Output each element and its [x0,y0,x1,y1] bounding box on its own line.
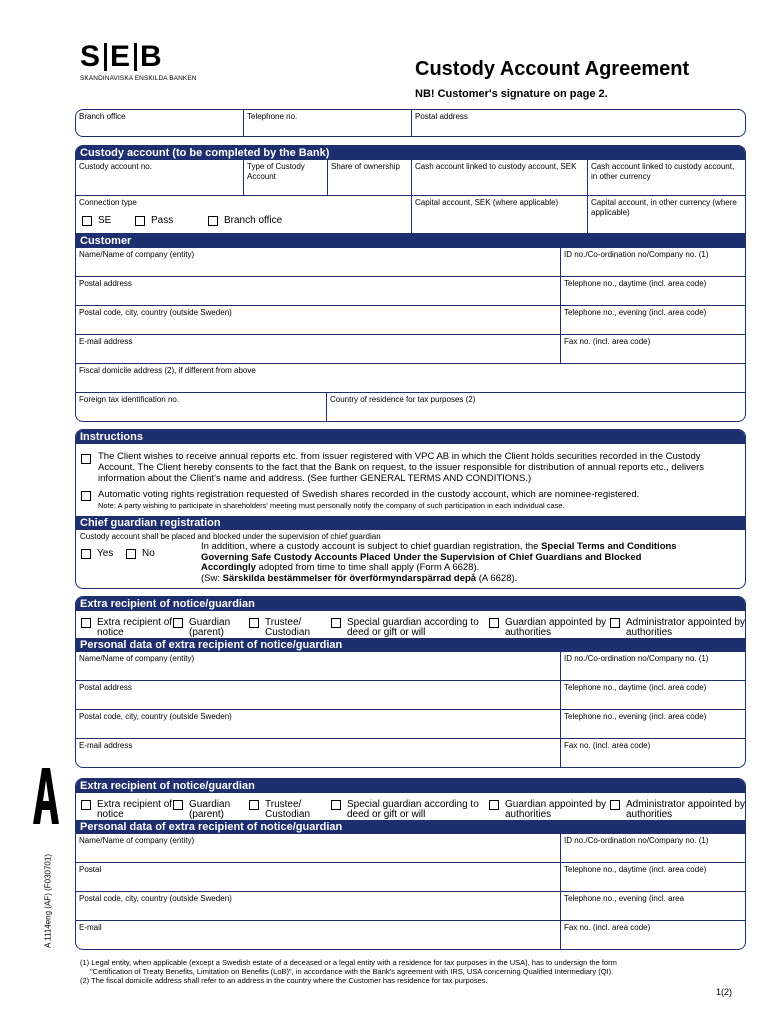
chief-guardian-no-option[interactable]: No [126,549,155,559]
seb-logo [80,42,200,82]
customer-email-field[interactable]: E-mail address [76,335,561,364]
checkbox-icon [249,800,259,810]
logo-letter-s: S [80,40,102,73]
footnote-2: (2) The fiscal domicile address shall refer to an address in the country where the Customer has residence for tax purposes. [80,976,488,985]
annual-reports-checkbox[interactable] [81,454,91,464]
footnote-1: (1) Legal entity, when applicable (except a Swedish estate of a deceased or a legal entity with a residence for tax purposes in the USA), has to undersign the form [80,958,617,967]
extra1-tel-eve-field[interactable]: Telephone no., evening (incl. area code) [564,712,707,721]
extra1-email-field[interactable]: E-mail address [76,739,561,768]
customer-name-field[interactable]: Name/Name of company (entity) [76,248,561,277]
connection-branch-option[interactable]: Branch office [208,216,282,226]
extra2-tel-eve-field[interactable]: Telephone no., evening (incl. area [564,894,685,903]
extra1-postal-code-field[interactable]: Postal code, city, country (outside Sweden) [76,710,561,739]
foreign-tax-id-field[interactable]: Foreign tax identification no. [76,393,327,422]
footnote-1b: "Certification of Treaty Benefits, Limitation on Benefits (LoB)", in accordance with the Bank's agreement with IRS, USA concerning Qualified Intermediary (QI). [90,967,614,976]
extra2-email-field[interactable]: E-mail [76,921,561,950]
checkbox-icon [331,800,341,810]
checkbox-icon [173,618,183,628]
checkbox-icon [173,800,183,810]
extra1-tel-day-field[interactable]: Telephone no., daytime (incl. area code) [564,683,707,692]
extra2-name-field[interactable]: Name/Name of company (entity) [76,834,561,863]
branch-box [75,109,746,137]
extra1-id-field[interactable]: ID no./Co-ordination no/Company no. (1) [564,654,709,663]
extra-recipient-header-2: Extra recipient of notice/guardian [76,779,745,793]
connection-pass-option[interactable]: Pass [135,216,173,226]
checkbox-icon [331,618,341,628]
instructions-box [75,429,746,589]
share-ownership-field[interactable]: Share of ownership [328,160,412,196]
cash-account-other-field[interactable]: Cash account linked to custody account, in other currency [591,162,735,181]
extra2-option-guardian[interactable]: Guardian (parent) [173,800,248,820]
custody-account-no-field[interactable]: Custody account no. [76,160,244,196]
connection-type-group: Connection type [76,196,412,234]
extra2-postal-code-field[interactable]: Postal code, city, country (outside Sweden) [76,892,561,921]
checkbox-icon [81,549,91,559]
capital-account-sek-field[interactable]: Capital account, SEK (where applicable) [412,196,588,234]
document-title: Custody Account Agreement [415,58,690,80]
branch-telephone-field[interactable]: Telephone no. [244,110,412,137]
form-code: A 1114eng (AF) (F030701) [43,854,53,948]
extra2-id-field[interactable]: ID no./Co-ordination no/Company no. (1) [564,836,709,845]
extra1-option-special-guardian[interactable]: Special guardian according to deed or gift or will [331,618,491,638]
chief-guardian-terms: In addition, where a custody account is subject to chief guardian registration, the Special Terms and Conditions Governing Safe Custody Accounts Placed Under the Supervision of Chief Guardians and Blocked Accordingly adopted from time to time shall apply (Form A 6628). (Sw: Särskilda bestämmelser för överförmyndarspärrad depå (A 6628). [201,541,677,584]
extra1-postal-field[interactable]: Postal address [76,681,561,710]
footnotes [80,958,745,985]
extra2-postal-field[interactable]: Postal [76,863,561,892]
extra1-option-guardian-authorities[interactable]: Guardian appointed by authorities [489,618,609,638]
extra1-option-guardian[interactable]: Guardian (parent) [173,618,248,638]
logo-subtitle: SKANDINAVISKA ENSKILDA BANKEN [80,75,197,82]
extra1-fax-field[interactable]: Fax no. (incl. area code) [564,741,651,750]
voting-rights-checkbox[interactable] [81,491,91,501]
connection-se-option[interactable]: SE [82,216,111,226]
extra1-name-field[interactable]: Name/Name of company (entity) [76,652,561,681]
customer-postal-field[interactable]: Postal address [76,277,561,306]
extra2-personal-header: Personal data of extra recipient of notice/guardian [76,820,745,834]
customer-postal-code-field[interactable]: Postal code, city, country (outside Sweden) [76,306,561,335]
checkbox-icon [489,618,499,628]
cash-account-sek-field[interactable]: Cash account linked to custody account, SEK [412,160,588,196]
checkbox-icon [81,800,91,810]
extra2-tel-day-field[interactable]: Telephone no., daytime (incl. area code) [564,865,707,874]
customer-fiscal-address-field[interactable]: Fiscal domicile address (2), if different from above [79,366,256,375]
customer-id-field[interactable]: ID no./Co-ordination no/Company no. (1) [564,250,709,259]
checkbox-icon [81,618,91,628]
page-number: 1(2) [715,987,732,997]
logo-letter-e: E [110,40,132,73]
checkbox-icon [135,216,145,226]
form-letter-a-icon [33,768,59,824]
extra2-option-special-guardian[interactable]: Special guardian according to deed or gift or will [331,800,491,820]
customer-tel-eve-field[interactable]: Telephone no., evening (incl. area code) [564,308,707,317]
checkbox-icon [610,800,620,810]
extra-recipient-header-1: Extra recipient of notice/guardian [76,597,745,611]
capital-account-other-field[interactable]: Capital account, in other currency (where applicable) [591,198,737,217]
custody-type-field[interactable]: Type of Custody Account [244,160,328,196]
checkbox-icon [489,800,499,810]
extra2-option-guardian-authorities[interactable]: Guardian appointed by authorities [489,800,609,820]
custody-header: Custody account (to be completed by the Bank) [76,146,745,160]
country-residence-field[interactable]: Country of residence for tax purposes (2) [330,395,476,404]
customer-fax-field[interactable]: Fax no. (incl. area code) [564,337,651,346]
voting-rights-note: Note: A party wishing to participate in shareholders' meeting must personally notify the company of such participation in each individual case. [98,501,565,510]
extra2-option-recipient[interactable]: Extra recipient of notice [81,800,176,820]
extra2-option-trustee[interactable]: Trustee/ Custodian [249,800,329,820]
signature-note: NB! Customer's signature on page 2. [415,88,608,100]
extra1-option-recipient[interactable]: Extra recipient of notice [81,618,176,638]
checkbox-icon [249,618,259,628]
extra1-option-administrator[interactable]: Administrator appointed by authorities [610,618,745,638]
chief-guardian-intro: Custody account shall be placed and blocked under the supervision of chief guardian [80,532,381,541]
checkbox-icon [610,618,620,628]
extra1-option-trustee[interactable]: Trustee/ Custodian [249,618,329,638]
extra2-fax-field[interactable]: Fax no. (incl. area code) [564,923,651,932]
chief-guardian-yes-option[interactable]: Yes [81,549,113,559]
branch-office-field[interactable]: Branch office [76,110,244,137]
voting-rights-text: Automatic voting rights registration requested of Swedish shares recorded in the custody account, which are nominee-registered. [98,489,640,500]
instructions-header: Instructions [76,430,745,444]
customer-tel-day-field[interactable]: Telephone no., daytime (incl. area code) [564,279,707,288]
customer-header: Customer [76,234,745,248]
extra2-option-administrator[interactable]: Administrator appointed by authorities [610,800,745,820]
extra-recipient-box-1 [75,596,746,768]
checkbox-icon [126,549,136,559]
logo-letter-b: B [140,40,163,73]
annual-reports-text: The Client wishes to receive annual reports etc. from issuer registered with VPC AB in which the Client holds securities recorded in the Custody Account. The Client hereby consents to the fact that the Bank on request, to the issuer responsible for distribution of annual reports etc., delivers information about the Client's name and address. (See further GENERAL TERMS AND CONDITIONS.) [98,451,705,484]
checkbox-icon [82,216,92,226]
custody-customer-box [75,145,746,422]
branch-postal-field[interactable]: Postal address [415,112,468,121]
checkbox-icon [208,216,218,226]
chief-guardian-header: Chief guardian registration [76,516,745,530]
extra-recipient-box-2 [75,778,746,950]
extra1-personal-header: Personal data of extra recipient of notice/guardian [76,638,745,652]
